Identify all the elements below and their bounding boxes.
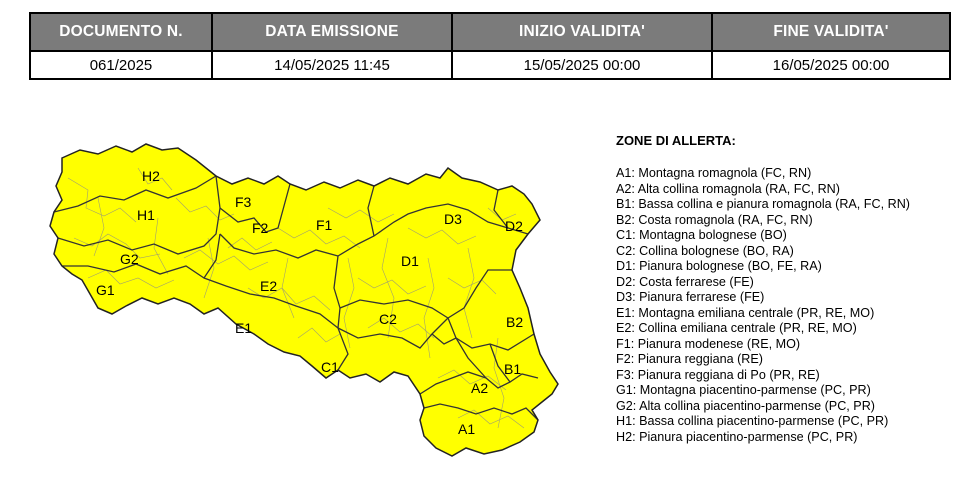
legend-item-g1: G1: Montagna piacentino-parmense (PC, PR) — [616, 383, 871, 397]
legend-list — [616, 166, 976, 445]
header-validity-start: INIZIO VALIDITA' — [452, 13, 712, 51]
alert-zones-map — [28, 138, 588, 460]
values-row — [30, 51, 950, 79]
legend-item-f2: F2: Pianura reggiana (RE) — [616, 352, 763, 366]
zone-label-f1: F1 — [316, 217, 333, 233]
zone-label-f2: F2 — [252, 220, 269, 236]
legend-item-e2: E2: Collina emiliana centrale (PR, RE, MO) — [616, 321, 857, 335]
header-document-number: DOCUMENTO N. — [30, 13, 212, 51]
legend-item-g2: G2: Alta collina piacentino-parmense (PC, PR) — [616, 398, 875, 413]
zone-label-c1: C1 — [321, 359, 339, 375]
legend-item-b2: B2: Costa romagnola (RA, FC, RN) — [616, 212, 813, 227]
legend-item-h1: H1: Bassa collina piacentino-parmense (PC, PR) — [616, 414, 889, 428]
zone-label-c2: C2 — [379, 311, 397, 327]
header-validity-end: FINE VALIDITA' — [712, 13, 950, 51]
region-fill — [50, 144, 558, 456]
zone-label-g1: G1 — [96, 282, 115, 298]
issue-date-value: 14/05/2025 11:45 — [212, 51, 452, 79]
header-row — [30, 13, 950, 51]
zone-label-d2: D2 — [505, 218, 523, 234]
zone-label-e1: E1 — [235, 320, 253, 336]
legend-item-f1: F1: Pianura modenese (RE, MO) — [616, 336, 801, 351]
zone-label-a2: A2 — [471, 380, 489, 396]
zone-label-e2: E2 — [260, 278, 278, 294]
legend-item-c1: C1: Montagna bolognese (BO) — [616, 228, 787, 242]
legend-item-a2: A2: Alta collina romagnola (RA, FC, RN) — [616, 181, 840, 196]
legend-item-a1: A1: Montagna romagnola (FC, RN) — [616, 166, 812, 180]
zone-label-h2: H2 — [142, 168, 160, 184]
legend-item-d1: D1: Pianura bolognese (BO, FE, RA) — [616, 259, 822, 273]
zone-label-g2: G2 — [120, 251, 139, 267]
legend-item-f3: F3: Pianura reggiana di Po (PR, RE) — [616, 367, 820, 382]
header-issue-date: DATA EMISSIONE — [212, 13, 452, 51]
zone-label-b1: B1 — [504, 361, 522, 377]
zone-label-a1: A1 — [458, 421, 476, 437]
validity-start-value: 15/05/2025 00:00 — [452, 51, 712, 79]
document-info-table — [29, 12, 951, 80]
zone-label-d3: D3 — [444, 211, 462, 227]
legend-item-d3: D3: Pianura ferrarese (FE) — [616, 290, 765, 304]
document-number-value: 061/2025 — [30, 51, 212, 79]
legend-item-e1: E1: Montagna emiliana centrale (PR, RE, MO) — [616, 305, 875, 320]
legend-title: ZONE DI ALLERTA: — [616, 133, 736, 148]
legend-item-b1: B1: Bassa collina e pianura romagnola (RA, FC, RN) — [616, 197, 910, 211]
validity-end-value: 16/05/2025 00:00 — [712, 51, 950, 79]
zone-label-d1: D1 — [401, 253, 419, 269]
legend-item-d2: D2: Costa ferrarese (FE) — [616, 274, 754, 289]
zone-label-b2: B2 — [506, 314, 524, 330]
legend-item-h2: H2: Pianura piacentino-parmense (PC, PR) — [616, 429, 858, 444]
legend-item-c2: C2: Collina bolognese (BO, RA) — [616, 243, 794, 258]
zone-label-f3: F3 — [235, 194, 252, 210]
zones-legend — [616, 133, 976, 445]
zone-label-h1: H1 — [137, 207, 155, 223]
